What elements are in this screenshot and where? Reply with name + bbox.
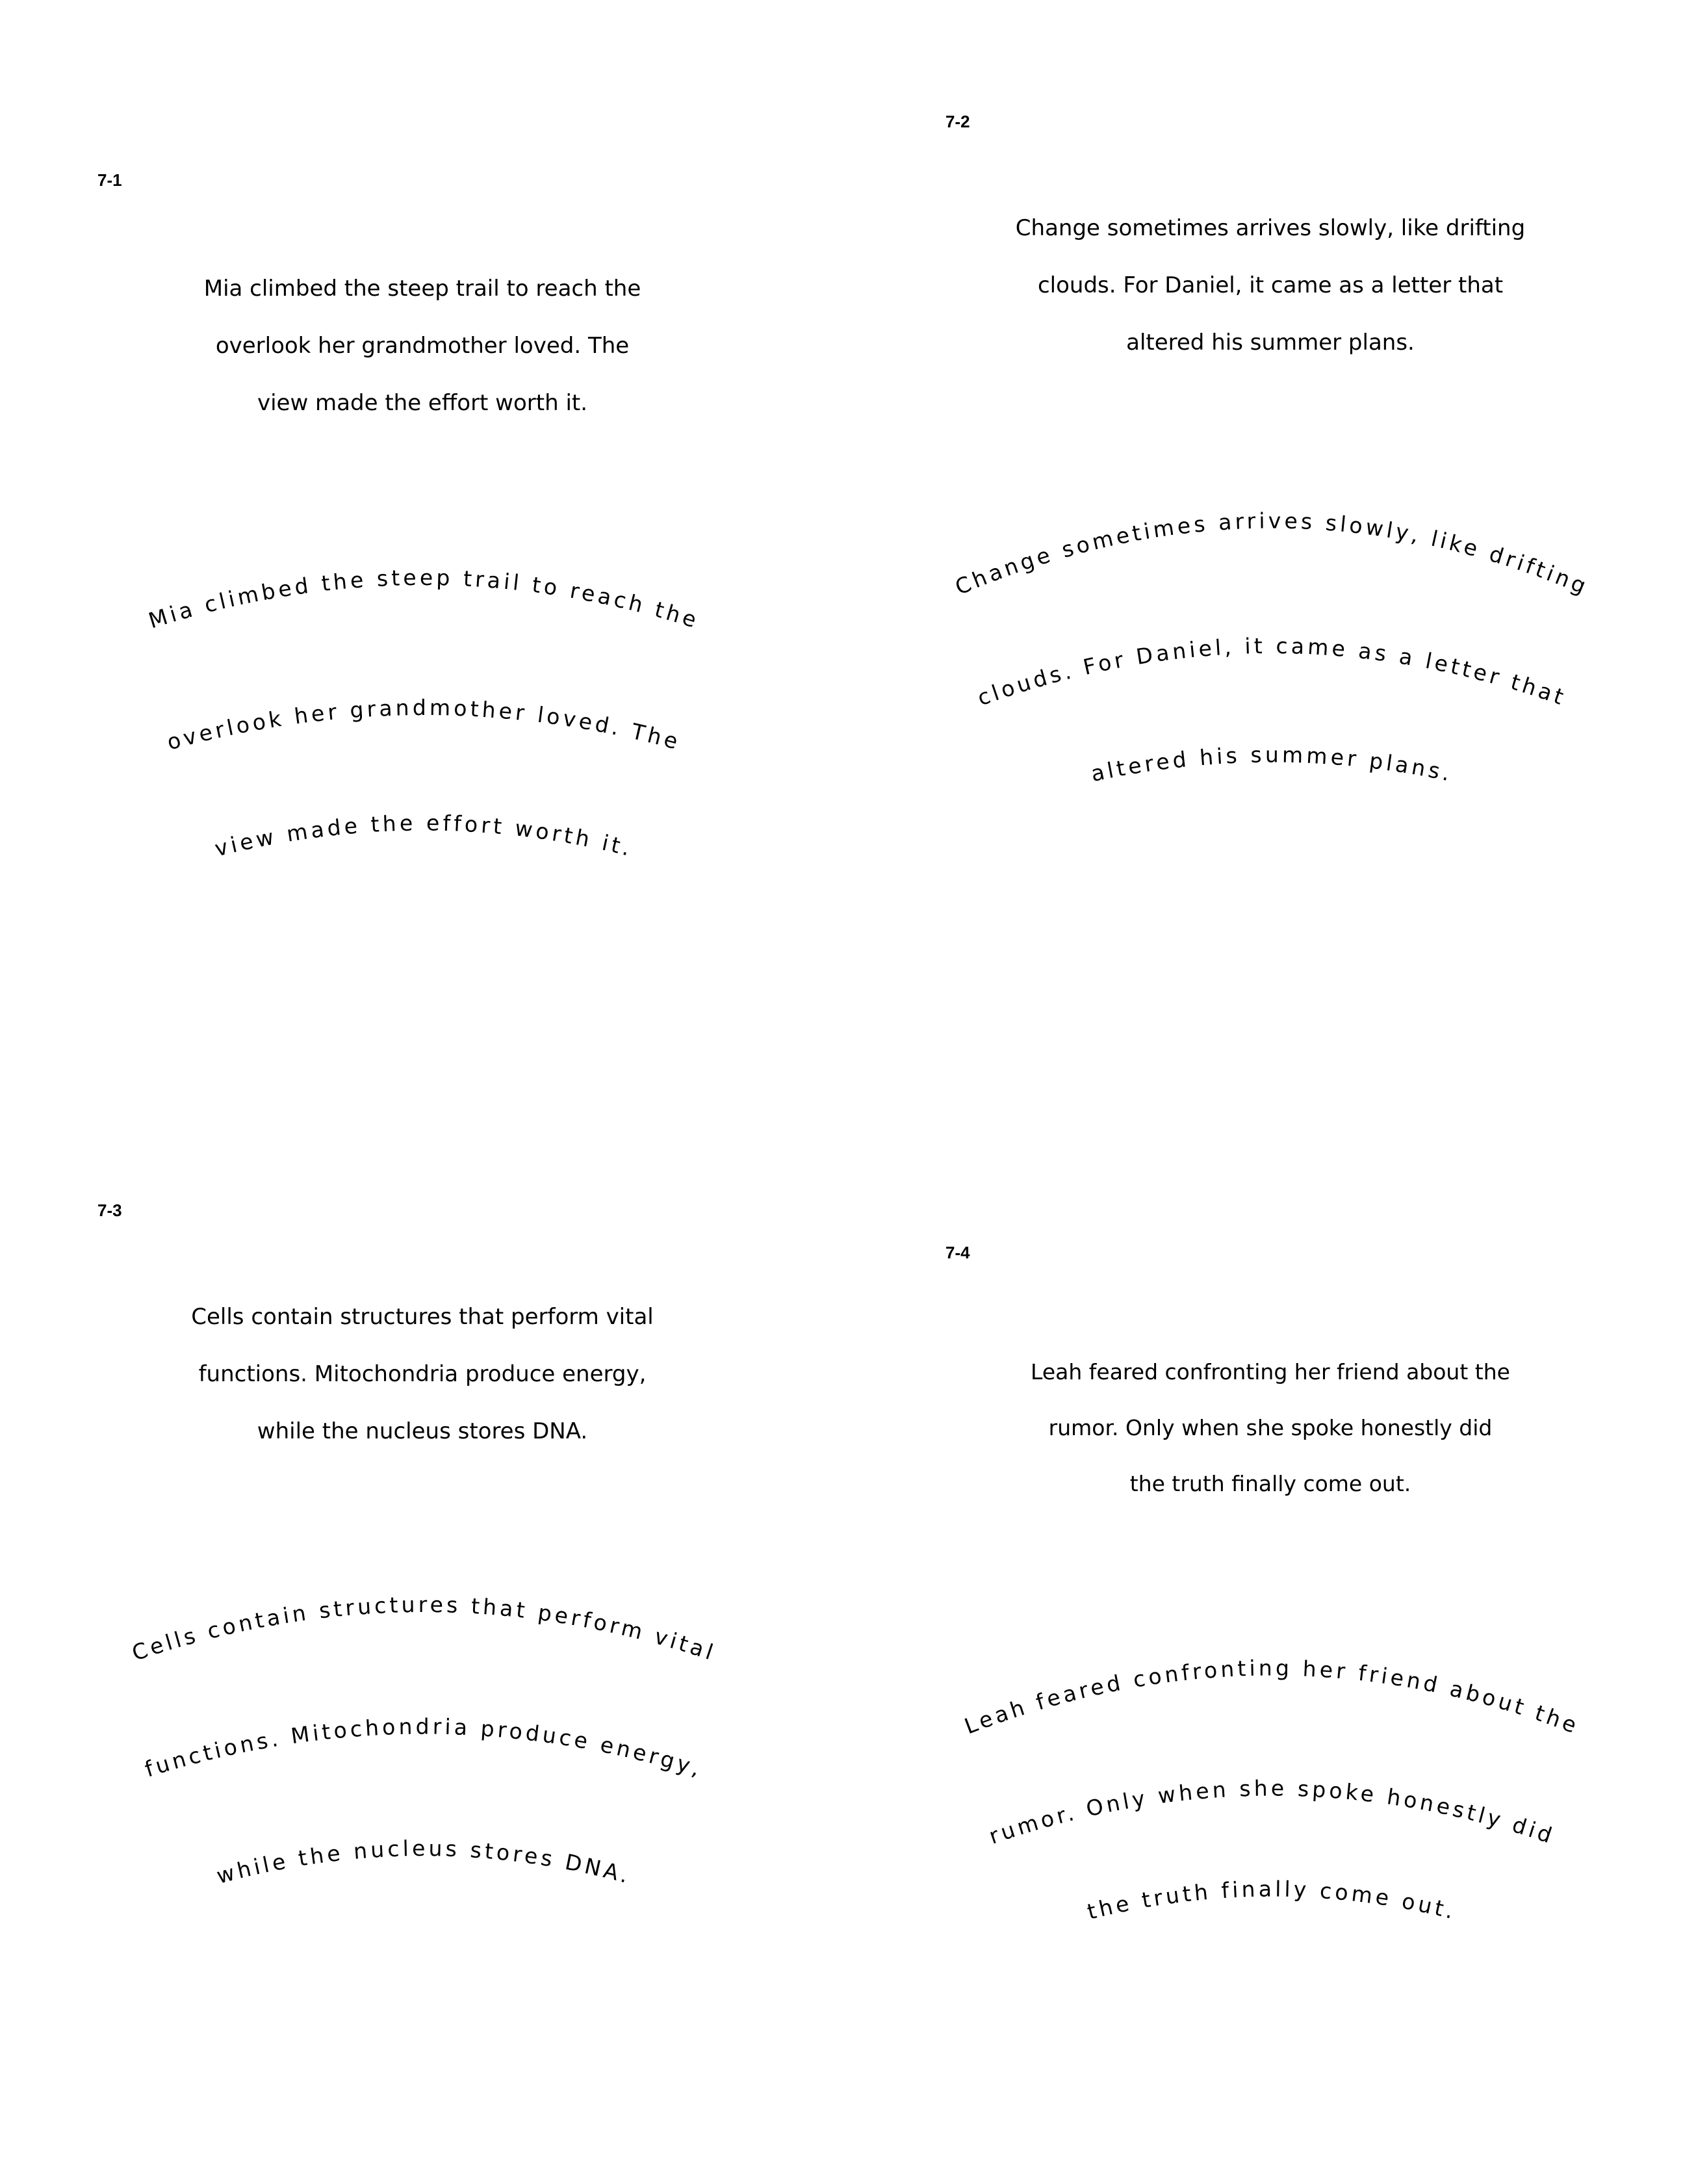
paragraph-line: functions. Mitochondria produce energy, <box>198 1361 647 1387</box>
curved-line-text: overlook her grandmother loved. The <box>164 694 684 755</box>
curved-line-text: functions. Mitochondria produce energy, <box>142 1713 706 1782</box>
paragraph-line: Change sometimes arrives slowly, like drifting <box>1015 215 1526 241</box>
paragraph-line: Leah feared confronting her friend about the <box>1031 1359 1510 1384</box>
curved-line-text: the truth finally come out. <box>1085 1876 1459 1925</box>
paragraph-line: Mia climbed the steep trail to reach the <box>203 276 641 302</box>
curved-line <box>951 508 1593 600</box>
curved-line <box>1085 1876 1459 1924</box>
panel-label: 7-3 <box>97 1201 122 1220</box>
curved-paragraph <box>0 0 848 1092</box>
curved-line-text: Mia climbed the steep trail to reach the <box>145 564 703 634</box>
curved-line <box>212 810 636 861</box>
story-panel <box>848 0 1696 1092</box>
panel-label: 7-1 <box>97 170 122 190</box>
story-panel <box>0 1092 848 2184</box>
curved-line <box>986 1775 1558 1849</box>
curved-line-text: Cells contain structures that perform vital <box>129 1591 719 1666</box>
story-panel <box>848 1092 1696 2184</box>
paragraph-line: while the nucleus stores DNA. <box>257 1418 588 1444</box>
curved-line-text: view made the effort worth it. <box>212 810 636 862</box>
curved-line-text: clouds. For Daniel, it came as a letter that <box>974 632 1570 711</box>
curved-line-text: altered his summer plans. <box>1088 742 1456 787</box>
curved-paragraph <box>0 1092 848 2184</box>
panel-label: 7-2 <box>945 112 970 131</box>
paragraph-line: altered his summer plans. <box>1126 330 1415 356</box>
curved-paragraph <box>848 1092 1696 2184</box>
curved-line-text: Leah feared confronting her friend about the <box>960 1655 1584 1739</box>
curved-line <box>142 1713 706 1782</box>
curved-line <box>214 1836 634 1889</box>
curved-line <box>146 565 702 634</box>
paragraph-line: clouds. For Daniel, it came as a letter that <box>1037 272 1504 298</box>
story-panel <box>0 0 848 1092</box>
curved-line-text: Change sometimes arrives slowly, like drifting <box>951 508 1593 601</box>
panel-label: 7-4 <box>945 1243 970 1262</box>
curved-line <box>1088 742 1455 786</box>
paragraph-line: overlook her grandmother loved. The <box>215 333 630 359</box>
paragraph-line: Cells contain structures that perform vital <box>191 1304 654 1330</box>
paragraph-line: view made the effort worth it. <box>257 390 588 416</box>
curved-paragraph <box>848 0 1696 1092</box>
curved-line <box>129 1592 719 1666</box>
paragraph-line: rumor. Only when she spoke honestly did <box>1048 1415 1493 1440</box>
curved-line <box>974 633 1570 710</box>
curved-line-text: while the nucleus stores DNA. <box>214 1835 634 1889</box>
curved-line <box>961 1655 1583 1739</box>
paragraph-line: the truth finally come out. <box>1129 1471 1411 1496</box>
curved-line <box>164 695 684 755</box>
curved-line-text: rumor. Only when she spoke honestly did <box>986 1775 1558 1849</box>
